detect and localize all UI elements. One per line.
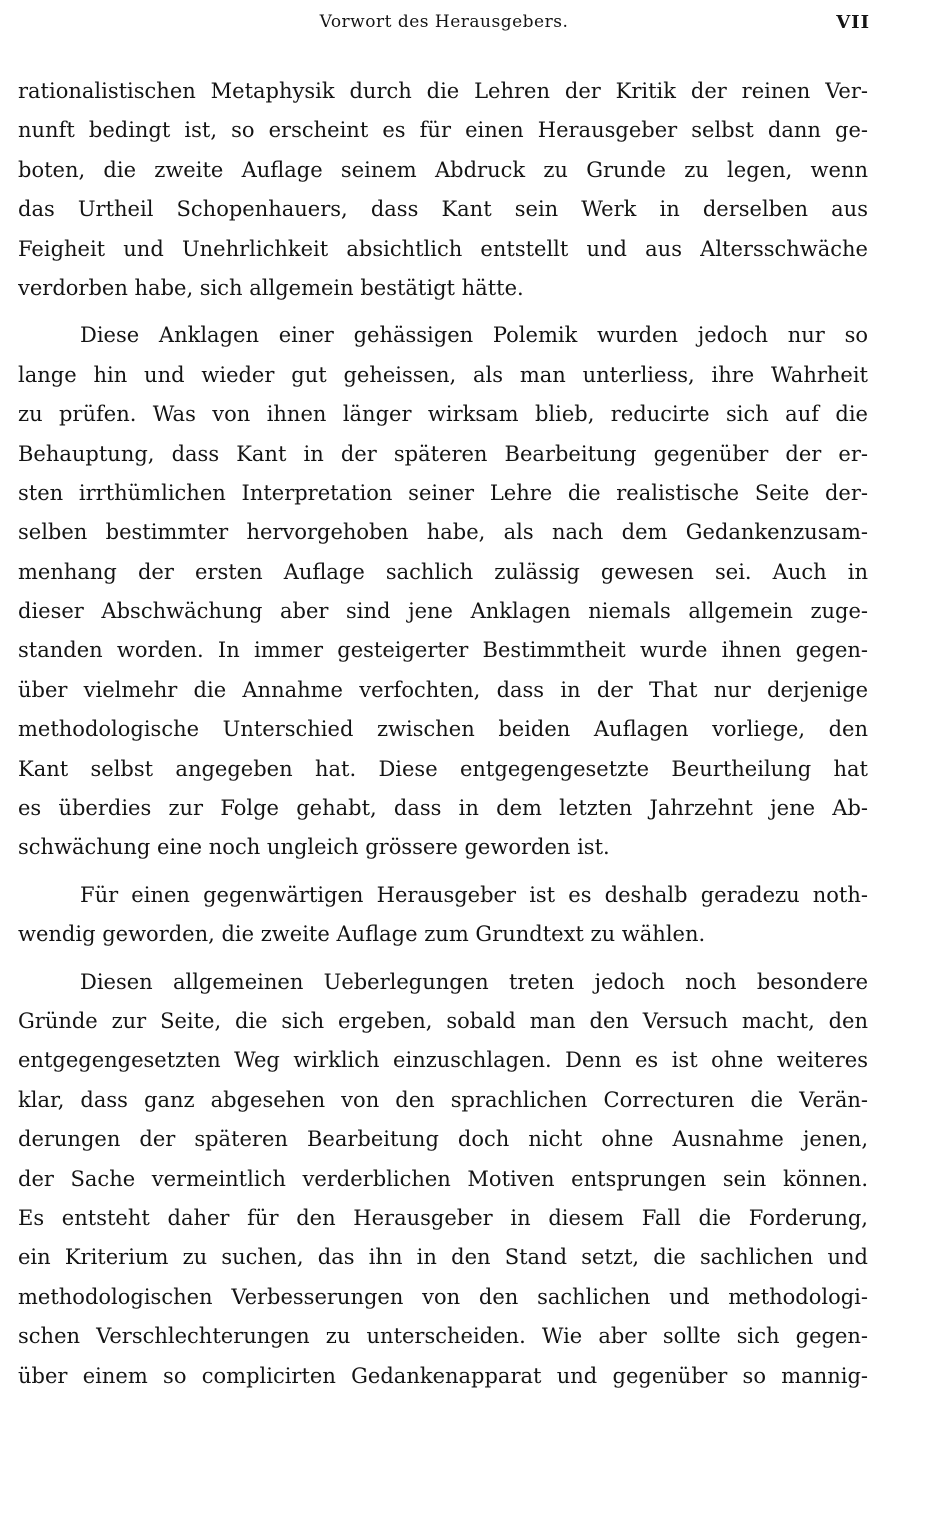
text-line: schwächung eine noch ungleich grössere geworden ist.: [18, 835, 610, 860]
page-number: VII: [836, 12, 870, 33]
text-line: verdorben habe, sich allgemein bestätigt hätte.: [18, 275, 524, 300]
text-line: Diesen allgemeinen Ueberlegungen treten jedoch noch besondere: [80, 969, 868, 994]
text-line: menhang der ersten Auflage sachlich zulässig gewesen sei. Auch in: [18, 559, 868, 584]
paragraph-2: [18, 316, 868, 867]
text-line: derungen der späteren Bearbeitung doch nicht ohne Ausnahme jenen,: [18, 1127, 868, 1152]
text-line: Es entsteht daher für den Herausgeber in diesem Fall die Forderung,: [18, 1205, 868, 1230]
text-line: Kant selbst angegeben hat. Diese entgegengesetzte Beurtheilung hat: [18, 756, 868, 781]
text-line: standen worden. In immer gesteigerter Bestimmtheit wurde ihnen gegen-: [18, 638, 868, 663]
text-line: nunft bedingt ist, so erscheint es für einen Herausgeber selbst dann ge-: [18, 118, 868, 143]
paragraph-gap: [18, 308, 868, 316]
text-line: ein Kriterium zu suchen, das ihn in den Stand setzt, die sachlichen und: [18, 1245, 868, 1270]
text-line: der Sache vermeintlich verderblichen Motiven entsprungen sein können.: [18, 1166, 868, 1191]
text-line: über einem so complicirten Gedankenapparat und gegenüber so mannig-: [18, 1363, 868, 1388]
running-title: Vorwort des Herausgebers.: [319, 12, 569, 32]
text-line: lange hin und wieder gut geheissen, als man unterliess, ihre Wahrheit: [18, 362, 868, 387]
text-line: das Urtheil Schopenhauers, dass Kant sein Werk in derselben aus: [18, 197, 868, 222]
body-text: [18, 72, 868, 1396]
text-line: Gründe zur Seite, die sich ergeben, sobald man den Versuch macht, den: [18, 1008, 868, 1033]
paragraph-gap: [18, 868, 868, 876]
text-line: über vielmehr die Annahme verfochten, dass in der That nur derjenige: [18, 677, 868, 702]
text-line: Feigheit und Unehrlichkeit absichtlich entstellt und aus Altersschwäche: [18, 236, 868, 261]
paragraph-1: [18, 72, 868, 308]
text-line: Behauptung, dass Kant in der späteren Bearbeitung gegenüber der er-: [18, 441, 868, 466]
text-line: dieser Abschwächung aber sind jene Anklagen niemals allgemein zuge-: [18, 599, 868, 624]
text-line: entgegengesetzten Weg wirklich einzuschlagen. Denn es ist ohne weiteres: [18, 1048, 868, 1073]
text-line: methodologischen Verbesserungen von den sachlichen und methodologi-: [18, 1284, 868, 1309]
text-line: selben bestimmter hervorgehoben habe, als nach dem Gedankenzusam-: [18, 520, 868, 545]
paragraph-gap: [18, 955, 868, 963]
text-line: wendig geworden, die zweite Auflage zum Grundtext zu wählen.: [18, 922, 706, 947]
text-line: sten irrthümlichen Interpretation seiner Lehre die realistische Seite der-: [18, 480, 868, 505]
text-line: rationalistischen Metaphysik durch die Lehren der Kritik der reinen Ver-: [18, 79, 868, 103]
paragraph-3: [18, 876, 868, 955]
running-head: [18, 12, 870, 42]
text-line: methodologische Unterschied zwischen beiden Auflagen vorliege, den: [18, 717, 868, 742]
text-line: zu prüfen. Was von ihnen länger wirksam blieb, reducirte sich auf die: [18, 402, 868, 427]
text-line: schen Verschlechterungen zu unterscheiden. Wie aber sollte sich gegen-: [18, 1324, 868, 1349]
text-line: Diese Anklagen einer gehässigen Polemik wurden jedoch nur so: [80, 323, 868, 348]
text-line: Für einen gegenwärtigen Herausgeber ist es deshalb geradezu noth-: [80, 882, 868, 907]
text-line: es überdies zur Folge gehabt, dass in dem letzten Jahrzehnt jene Ab-: [18, 796, 868, 821]
paragraph-4: [18, 963, 868, 1396]
text-line: boten, die zweite Auflage seinem Abdruck zu Grunde zu legen, wenn: [18, 157, 868, 182]
text-line: klar, dass ganz abgesehen von den sprachlichen Correcturen die Verän-: [18, 1087, 868, 1112]
